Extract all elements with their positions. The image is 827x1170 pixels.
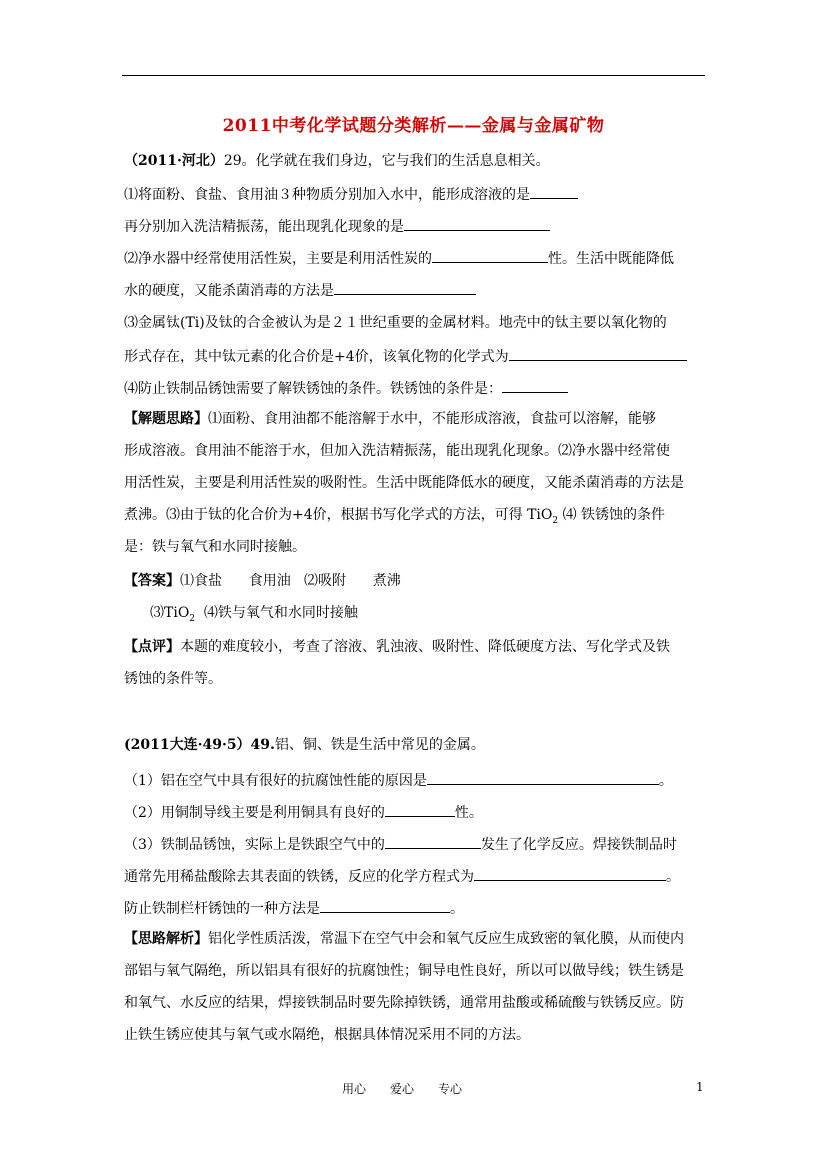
q1-part3a: ⑶金属钛(Ti)及钛的合金被认为是２１世纪重要的金属材料。地壳中的钛主要以氧化物的: [124, 315, 667, 331]
q1-comment-line2: 锈蚀的条件等。: [124, 671, 222, 687]
answer-blank[interactable]: [427, 770, 659, 785]
answer-blank[interactable]: [320, 898, 450, 913]
q1-analysis-line4: [124, 506, 665, 530]
q1-part1a-text: ⑴将面粉、食盐、食用油３种物质分别加入水中，能形成溶液的是: [124, 187, 530, 203]
q1-analysis-line2: 形成溶液。食用油不能溶于水，但加入洗洁精振荡，能出现乳化现象。⑵净水器中经常使: [124, 443, 670, 459]
q2-source: (2011大连·49·5）49.: [124, 737, 275, 753]
q1-heading: [124, 152, 550, 170]
q1-answer-text1: ⑴食盐 食用油 ⑵吸附 煮沸: [180, 573, 401, 589]
answer-blank[interactable]: [404, 216, 550, 231]
q2-part3a-text: （3）铁制品锈蚀，实际上是铁跟空气中的: [124, 837, 385, 853]
q2-analysis-line2: 部铝与氧气隔绝，所以铝具有很好的抗腐蚀性；铜导电性良好，所以可以做导线；铁生锈是: [124, 963, 684, 979]
q2-part2-end: 性。: [454, 805, 483, 821]
header-rule: [122, 75, 705, 76]
q1-part3b: [124, 346, 687, 366]
q2-part3c-end: 。: [450, 901, 464, 917]
q1-part2b: [124, 280, 476, 300]
q1-analysis-text1: ⑴面粉、食用油都不能溶解于水中，不能形成溶液，食盐可以溶解，能够: [208, 411, 656, 427]
answer-blank[interactable]: [474, 866, 666, 881]
q1-part1b: [124, 216, 550, 236]
q2-part1-text: （1）铝在空气中具有很好的抗腐蚀性能的原因是: [124, 773, 427, 789]
q1-part2a-end: 性。生活中既能降低: [548, 251, 674, 267]
answer-blank[interactable]: [530, 184, 578, 199]
q2-analysis-text1: 铝化学性质活泼，常温下在空气中会和氧气反应生成致密的氧化膜，从而使内: [208, 931, 684, 947]
q1-part1a: [124, 184, 578, 204]
footer-word: 用心: [342, 1082, 367, 1096]
q1-comment-text1: 本题的难度较小，考查了溶液、乳浊液、吸附性、降低硬度方法、写化学式及铁: [180, 639, 670, 655]
answer-blank[interactable]: [432, 248, 548, 263]
q2-intro: 铝、铜、铁是生活中常见的金属。: [274, 737, 485, 753]
q2-part2-text: （2）用铜制导线主要是利用铜具有良好的: [124, 805, 385, 821]
q1-part2a-text: ⑵净水器中经常使用活性炭，主要是利用活性炭的: [124, 251, 432, 267]
q1-analysis-text4: 煮沸。⑶由于钛的化合价为+4价，根据书写化学式的方法，可得 TiO: [124, 507, 553, 523]
q2-heading: [124, 736, 485, 754]
q2-part3a: [124, 834, 677, 854]
q1-part3b-text: 形式存在，其中钛元素的化合价是+4价，该氧化物的化学式为: [124, 349, 509, 365]
answer-blank[interactable]: [509, 346, 687, 361]
answer-blank[interactable]: [385, 834, 481, 849]
q1-part2b-text: 水的硬度，又能杀菌消毒的方法是: [124, 283, 334, 299]
q1-answer-text2: ⑶TiO: [150, 605, 190, 621]
q1-part4-text: ⑷防止铁制品锈蚀需要了解铁锈蚀的条件。铁锈蚀的条件是：: [124, 381, 502, 397]
q1-comment-line1: [124, 638, 670, 656]
page-title: 2011中考化学试题分类解析——金属与金属矿物: [222, 116, 605, 136]
answer-label: 【答案】: [124, 573, 180, 589]
q2-part3a-end: 发生了化学反应。焊接铁制品时: [480, 837, 677, 853]
q2-analysis-line4: 止铁生锈应使其与氧气或水隔绝，根据具体情况采用不同的方法。: [124, 1027, 530, 1043]
q2-part1-end: 。: [658, 773, 673, 789]
q2-part2: [124, 802, 483, 822]
answer-blank[interactable]: [334, 280, 476, 295]
q2-part3b-end: 。: [666, 869, 680, 885]
q1-analysis-line1: [124, 410, 656, 428]
footer-motto: [342, 1080, 462, 1097]
q2-analysis-line1: [124, 930, 684, 948]
q2-part3c-text: 防止铁制栏杆锈蚀的一种方法是: [124, 901, 320, 917]
comment-label: 【点评】: [124, 639, 180, 655]
answer-blank[interactable]: [502, 378, 568, 393]
answer-blank[interactable]: [385, 802, 455, 817]
q1-source: （2011·河北）: [124, 153, 224, 169]
q1-part2a: [124, 248, 674, 268]
analysis-label: 【解题思路】: [124, 411, 208, 427]
q1-intro: 29。化学就在我们身边，它与我们的生活息息相关。: [223, 153, 550, 169]
page-number: 1: [696, 1080, 704, 1094]
q1-part1b-text: 再分别加入洗洁精振荡，能出现乳化现象的是: [124, 219, 404, 235]
q2-analysis-line3: 和氧气、水反应的结果，焊接铁制品时要先除掉铁锈，通常用盐酸或稀硫酸与铁锈反应。防: [124, 995, 684, 1011]
q1-analysis-text4b: ⑷ 铁锈蚀的条件: [558, 507, 666, 523]
q1-answer-line1: [124, 572, 401, 590]
analysis-label: 【思路解析】: [124, 931, 208, 947]
q1-answer-line2: [150, 604, 358, 628]
footer-word: 爱心: [390, 1082, 415, 1096]
q1-analysis-line3: 用活性炭，主要是利用活性炭的吸附性。生活中既能降低水的硬度，又能杀菌消毒的方法是: [124, 475, 684, 491]
q2-part3b: [124, 866, 680, 886]
q2-part1: [124, 770, 673, 790]
subscript: 2: [189, 613, 196, 624]
q2-part3b-text: 通常先用稀盐酸除去其表面的铁锈，反应的化学方程式为: [124, 869, 474, 885]
footer-word: 专心: [438, 1082, 463, 1096]
q2-part3c: [124, 898, 464, 918]
q1-answer-text2b: ⑷铁与氧气和水同时接触: [195, 605, 358, 621]
subscript: 2: [552, 515, 559, 526]
q1-part4: [124, 378, 568, 398]
q1-analysis-line5: 是：铁与氧气和水同时接触。: [124, 539, 306, 555]
